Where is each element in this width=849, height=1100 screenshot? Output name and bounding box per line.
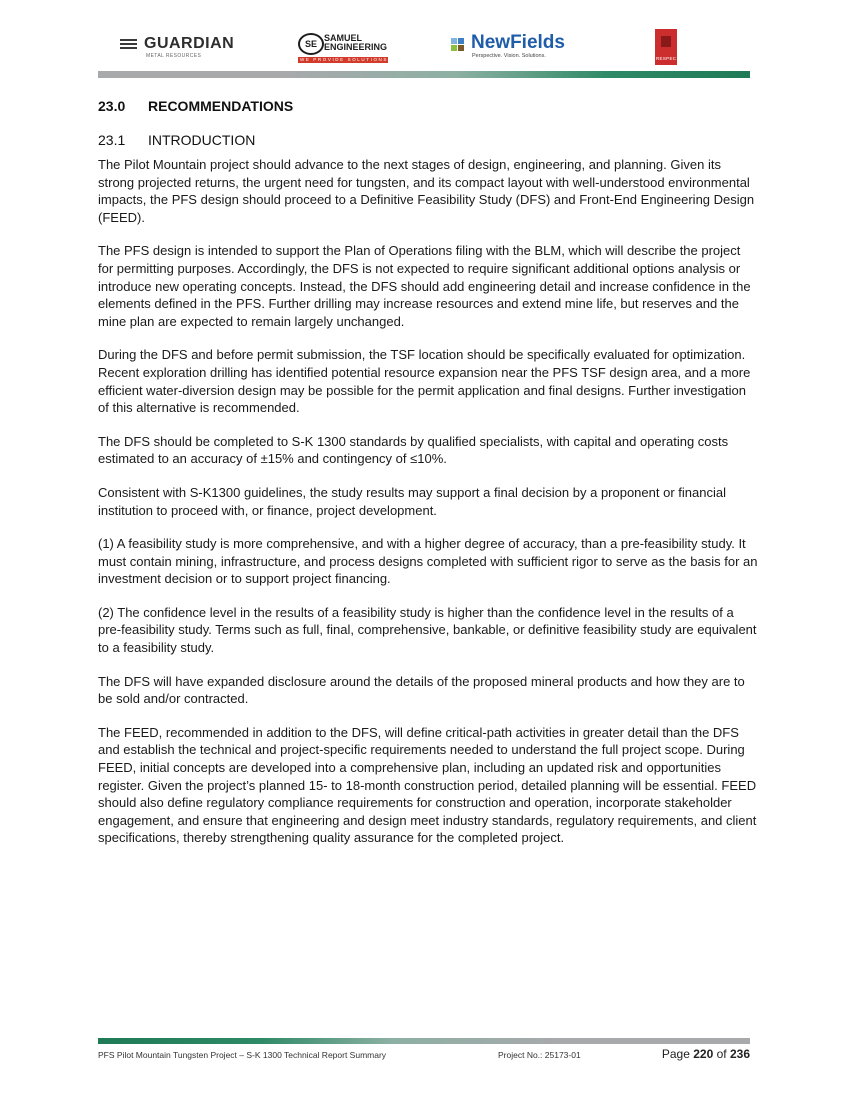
newfields-square-icon — [451, 45, 457, 51]
footer-rule — [98, 1038, 750, 1044]
body-paragraph: (1) A feasibility study is more comprehensive, and with a higher degree of accuracy, than a pre-feasibility study. It must contain mining, infrastructure, and process designs completed with sufficient rigor to serve as the basis for an investment decision or to support project financing. — [98, 536, 758, 587]
footer-project-number: Project No.: 25173-01 — [498, 1050, 581, 1060]
section-heading — [98, 98, 758, 114]
page-number — [662, 1047, 750, 1061]
newfields-logo-tagline: Perspective. Vision. Solutions. — [472, 53, 546, 59]
body-paragraph: The DFS should be completed to S-K 1300 standards by qualified specialists, with capital and operating costs estimated to an accuracy of ±15% and contingency of ≤10%. — [98, 433, 729, 467]
body-paragraph: The Pilot Mountain project should advance to the next stages of design, engineering, and planning. Given its strong projected returns, the urgent need for tungsten, and its compact layout with well-understood environmental impacts, the PFS design should proceed to a Definitive Feasibility Study (DFS) and Front-End Engineering Design (FEED). — [98, 157, 755, 225]
body-paragraph: (2) The confidence level in the results of a feasibility study is higher than the confidence level in the results of a pre-feasibility study. Terms such as full, final, comprehensive, bankable, or definitive feasibility study are equivalent to a feasibility study. — [98, 604, 757, 656]
subsection-title: INTRODUCTION — [148, 132, 256, 148]
samuel-logo-line1: SAMUEL — [324, 33, 362, 43]
page-current: 220 — [693, 1047, 714, 1061]
subsection-number: 23.1 — [98, 132, 126, 148]
respec-glyph-icon — [661, 36, 671, 47]
page-footer — [98, 1047, 750, 1067]
page-of: of — [716, 1047, 727, 1061]
samuel-logo-tagline: WE PROVIDE SOLUTIONS — [300, 57, 389, 62]
newfields-square-icon — [451, 38, 457, 44]
guardian-bars-icon — [120, 39, 137, 51]
respec-logo-name: RESPEC — [656, 56, 677, 61]
guardian-logo-name: GUARDIAN — [144, 35, 235, 52]
respec-logo — [655, 29, 677, 65]
page-total: 236 — [729, 1047, 750, 1061]
body-paragraph: During the DFS and before permit submission, the TSF location should be specifically evaluated for optimization. Recent exploration drilling has identified potential resource expansion near the PFS TSF design area, and a more efficient water-diversion design may be possible for the permit application and final designs. Further investigation of this alternative is recommended. — [98, 347, 751, 416]
section-number: 23.0 — [98, 98, 126, 114]
guardian-logo-subtitle: METAL RESOURCES — [146, 53, 202, 59]
body-paragraph: The DFS will have expanded disclosure around the details of the proposed mineral products and how they are to be sold and/or contracted. — [98, 673, 745, 707]
newfields-square-icon — [458, 38, 464, 44]
page-body — [98, 98, 758, 863]
page-header — [0, 0, 849, 80]
samuel-se-mark: SE — [298, 33, 324, 55]
body-paragraph: The FEED, recommended in addition to the DFS, will define critical-path activities in greater detail than the DFS and establish the technical and project-specific requirements needed to understand the full project scope. During FEED, initial concepts are developed into a comprehensive plan, including an updated risk and opportunities register. Given the project’s planned 15- to 18-month construction period, detailed planning will be essential. FEED should also define regulatory compliance requirements for construction and operation, incorporate stakeholder engagement, and ensure that engineering and design meet industry standards, regulatory requirements, and client specifications, thereby strengthening quality assurance for the completed project. — [98, 724, 757, 846]
newfields-logo-name: NewFields — [471, 32, 565, 53]
samuel-logo-line2: ENGINEERING — [324, 42, 388, 52]
page-word: Page — [661, 1047, 690, 1061]
newfields-square-icon — [458, 45, 464, 51]
section-title: RECOMMENDATIONS — [148, 98, 294, 114]
subsection-heading — [98, 132, 758, 148]
body-paragraph: Consistent with S-K1300 guidelines, the study results may support a final decision by a proponent or financial institution to proceed with, or finance, project development. — [98, 484, 726, 518]
paragraph-list — [98, 156, 758, 847]
body-paragraph: The PFS design is intended to support the Plan of Operations filing with the BLM, which will describe the project for permitting purposes. Accordingly, the DFS is not expected to require significant additional options analysis or introduce new operating concepts. Instead, the DFS should add engineering detail and increase confidence in the elements defined in the PFS. Further drilling may increase resources and extend mine life, but reserves and the mine plan are expected to remain largely unchanged. — [98, 243, 751, 329]
header-rule — [98, 71, 750, 78]
footer-report-title: PFS Pilot Mountain Tungsten Project – S-K 1300 Technical Report Summary — [98, 1050, 387, 1060]
